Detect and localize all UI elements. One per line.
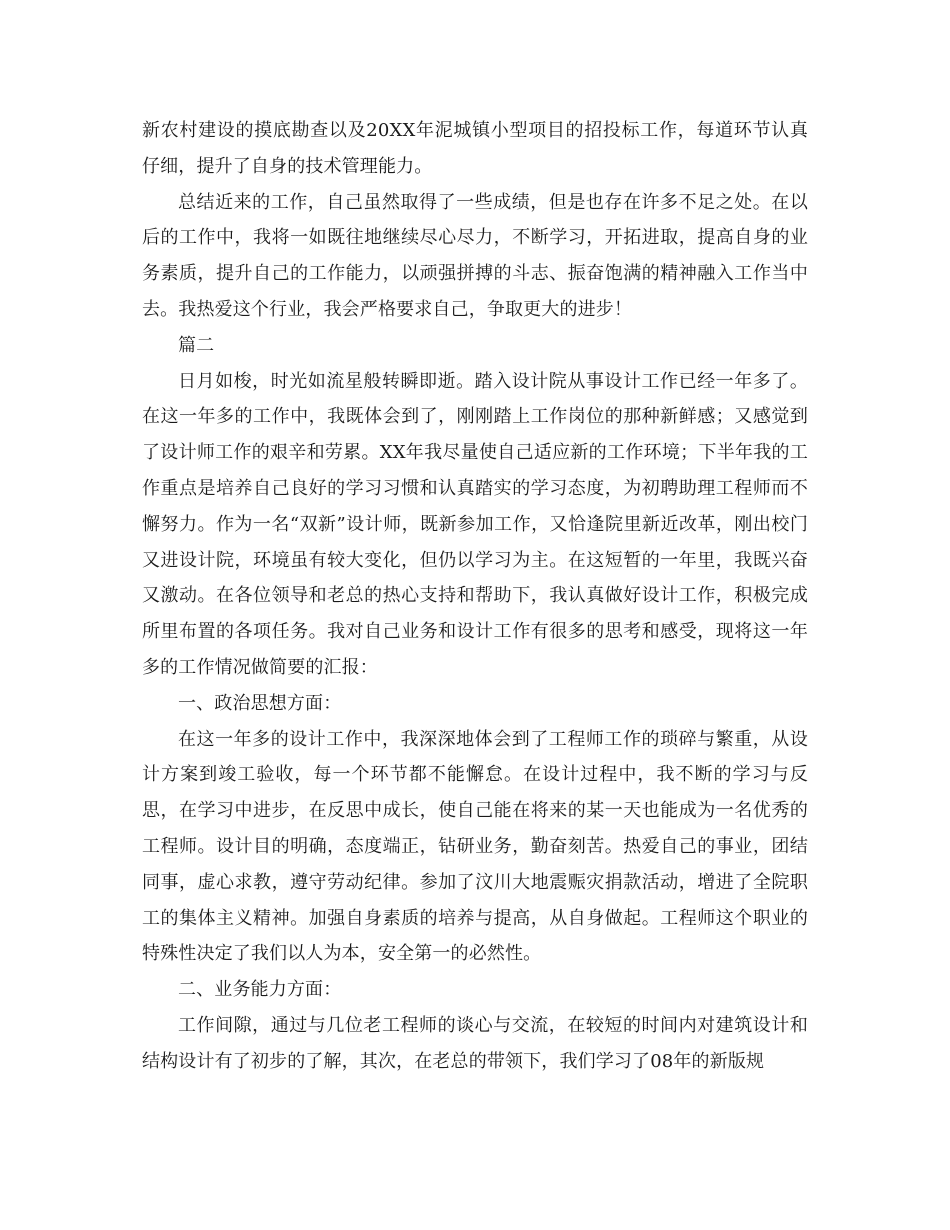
intro-paragraph-part-two: 日月如梭，时光如流星般转瞬即逝。踏入设计院从事设计工作已经一年多了。在这一年多的工作中，我既体会到了，刚刚踏上工作岗位的那种新鲜感；又感觉到了设计师工作的艰辛和劳累。XX年我尽量使自己适应新的工作环境；下半年我的工作重点是培养自己良好的学习习惯和认真踏实的学习态度，为初聘助理工程师而不懈努力。作为一名“双新”设计师，既新参加工作，又恰逢院里新近改革，刚出校门又进设计院，环境虽有较大变化，但仍以学习为主。在这短暂的一年里，我既兴奋又激动。在各位领导和老总的热心支持和帮助下，我认真做好设计工作，积极完成所里布置的各项任务。我对自己业务和设计工作有很多的思考和感受，现将这一年多的工作情况做简要的汇报：	[142, 370, 808, 678]
continued-paragraph-tendering: 新农村建设的摸底勘查以及20XX年泥城镇小型项目的招投标工作，每道环节认真仔细，提升了自身的技术管理能力。	[142, 120, 808, 177]
summary-paragraph: 总结近来的工作，自己虽然取得了一些成绩，但是也存在许多不足之处。在以后的工作中，我将一如既往地继续尽心尽力，不断学习，开拓进取，提高自身的业务素质，提升自己的工作能力，以顽强拼搏的斗志、振奋饱满的精神融入工作当中去。我热爱这个行业，我会严格要求自己，争取更大的进步！	[142, 191, 808, 320]
heading-professional-ability: 二、业务能力方面：	[178, 979, 342, 1001]
document-body	[142, 113, 808, 1080]
section-heading-part-two: 篇二	[178, 334, 215, 356]
political-thought-paragraph: 在这一年多的设计工作中，我深深地体会到了工程师工作的琐碎与繁重，从设计方案到竣工验收，每一个环节都不能懈怠。在设计过程中，我不断的学习与反思，在学习中进步，在反思中成长，使自己能在将来的某一天也能成为一名优秀的工程师。设计目的明确，态度端正，钻研业务，勤奋刻苦。热爱自己的事业，团结同事，虚心求教，遵守劳动纪律。参加了汶川大地震赈灾捐款活动，增进了全院职工的集体主义精神。加强自身素质的培养与提高，从自身做起。工程师这个职业的特殊性决定了我们以人为本，安全第一的必然性。	[142, 728, 808, 965]
heading-political-thought: 一、政治思想方面：	[178, 692, 342, 714]
professional-ability-paragraph: 工作间隙，通过与几位老工程师的谈心与交流，在较短的时间内对建筑设计和结构设计有了初步的了解，其次，在老总的带领下，我们学习了08年的新版规	[142, 1014, 808, 1072]
